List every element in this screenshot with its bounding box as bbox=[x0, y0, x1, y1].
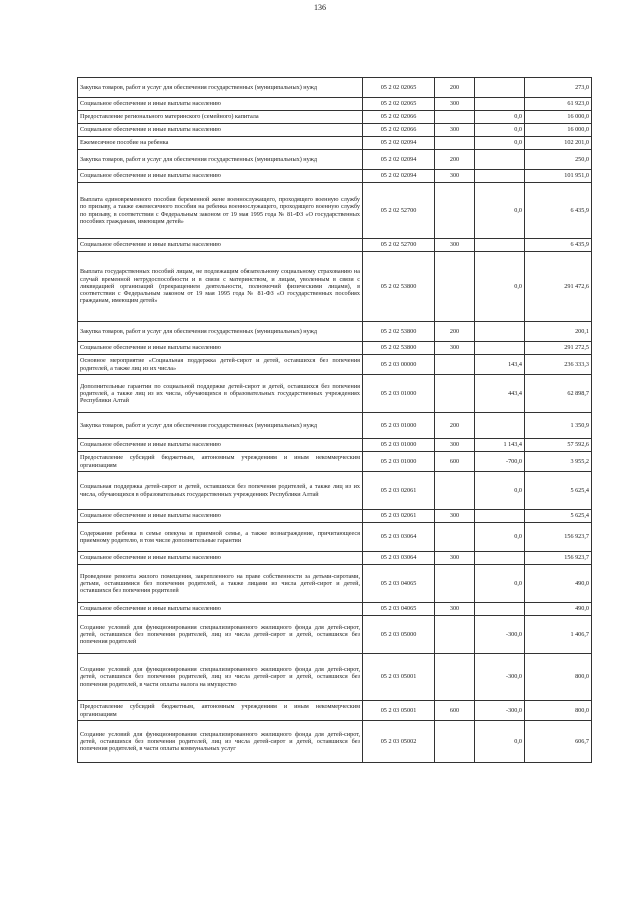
row-expense-type-cell: 300 bbox=[435, 603, 475, 616]
row-expense-type-cell: 200 bbox=[435, 78, 475, 98]
table-row bbox=[78, 616, 592, 654]
budget-table-body bbox=[78, 78, 592, 763]
row-expense-type-cell bbox=[435, 252, 475, 322]
row-expense-type-cell: 300 bbox=[435, 552, 475, 565]
table-row bbox=[78, 78, 592, 98]
row-expense-type-cell: 300 bbox=[435, 239, 475, 252]
row-change-cell: -300,0 bbox=[475, 701, 525, 721]
row-name-cell: Социальное обеспечение и иные выплаты населению bbox=[78, 552, 363, 565]
row-code-cell: 05 2 03 02061 bbox=[363, 472, 435, 510]
table-row bbox=[78, 510, 592, 523]
row-name-cell: Проведение ремонта жилого помещения, закрепленного на праве собственности за детьми-сиротами, детьми, оставшимися без попечения родителей, а также лицами из числа детей-сирот и детей, оставшихся без попечения родителей bbox=[78, 565, 363, 603]
row-code-cell: 05 2 03 04065 bbox=[363, 565, 435, 603]
row-total-cell: 1 406,7 bbox=[525, 616, 592, 654]
row-total-cell: 6 435,9 bbox=[525, 239, 592, 252]
row-name-cell: Социальное обеспечение и иные выплаты населению bbox=[78, 603, 363, 616]
row-expense-type-cell bbox=[435, 355, 475, 375]
table-row bbox=[78, 111, 592, 124]
row-name-cell: Создание условий для функционирования специализированного жилищного фонда для детей-сирот, детей, оставшихся без попечения родителей, лиц из числа детей-сирот и детей, оставшихся без попечения родителей bbox=[78, 616, 363, 654]
row-total-cell: 156 923,7 bbox=[525, 552, 592, 565]
row-code-cell: 05 2 03 05000 bbox=[363, 616, 435, 654]
page-number: 136 bbox=[314, 3, 326, 12]
row-name-cell: Предоставление регионального материнского (семейного) капитала bbox=[78, 111, 363, 124]
table-row bbox=[78, 183, 592, 239]
row-change-cell: 0,0 bbox=[475, 472, 525, 510]
row-change-cell bbox=[475, 603, 525, 616]
row-expense-type-cell bbox=[435, 565, 475, 603]
row-total-cell: 16 000,0 bbox=[525, 111, 592, 124]
table-row bbox=[78, 452, 592, 472]
row-total-cell: 606,7 bbox=[525, 721, 592, 763]
row-change-cell: 0,0 bbox=[475, 721, 525, 763]
row-code-cell: 05 2 02 53800 bbox=[363, 322, 435, 342]
row-change-cell bbox=[475, 322, 525, 342]
row-code-cell: 05 2 02 53800 bbox=[363, 252, 435, 322]
row-total-cell: 490,0 bbox=[525, 565, 592, 603]
row-name-cell: Социальное обеспечение и иные выплаты населению bbox=[78, 239, 363, 252]
row-name-cell: Закупка товаров, работ и услуг для обеспечения государственных (муниципальных) нужд bbox=[78, 150, 363, 170]
row-change-cell bbox=[475, 78, 525, 98]
row-expense-type-cell: 300 bbox=[435, 510, 475, 523]
table-row bbox=[78, 239, 592, 252]
row-change-cell: -300,0 bbox=[475, 654, 525, 701]
table-row bbox=[78, 170, 592, 183]
row-code-cell: 05 2 03 01000 bbox=[363, 375, 435, 413]
row-expense-type-cell bbox=[435, 721, 475, 763]
row-name-cell: Ежемесячное пособие на ребенка bbox=[78, 137, 363, 150]
row-total-cell: 291 272,5 bbox=[525, 342, 592, 355]
row-name-cell: Создание условий для функционирования специализированного жилищного фонда для детей-сирот, детей, оставшихся без попечения родителей, лиц из числа детей-сирот и детей, оставшихся без попечения родителей, в части оплаты налога на имущество bbox=[78, 654, 363, 701]
table-row bbox=[78, 472, 592, 510]
row-expense-type-cell: 200 bbox=[435, 322, 475, 342]
row-change-cell: 0,0 bbox=[475, 111, 525, 124]
row-expense-type-cell: 200 bbox=[435, 150, 475, 170]
row-code-cell: 05 2 03 01000 bbox=[363, 439, 435, 452]
row-expense-type-cell: 300 bbox=[435, 98, 475, 111]
row-name-cell: Социальное обеспечение и иные выплаты населению bbox=[78, 439, 363, 452]
row-name-cell: Социальное обеспечение и иные выплаты населению bbox=[78, 510, 363, 523]
row-expense-type-cell bbox=[435, 375, 475, 413]
row-change-cell: 0,0 bbox=[475, 523, 525, 552]
row-name-cell: Социальное обеспечение и иные выплаты населению bbox=[78, 98, 363, 111]
row-name-cell: Социальное обеспечение и иные выплаты населению bbox=[78, 124, 363, 137]
row-expense-type-cell: 200 bbox=[435, 413, 475, 439]
row-code-cell: 05 2 02 02066 bbox=[363, 111, 435, 124]
row-code-cell: 05 2 02 02094 bbox=[363, 150, 435, 170]
row-change-cell: 0,0 bbox=[475, 124, 525, 137]
row-code-cell: 05 2 03 02061 bbox=[363, 510, 435, 523]
row-code-cell: 05 2 02 02094 bbox=[363, 137, 435, 150]
table-row bbox=[78, 124, 592, 137]
table-row bbox=[78, 98, 592, 111]
row-change-cell: 0,0 bbox=[475, 183, 525, 239]
row-code-cell: 05 2 02 52700 bbox=[363, 239, 435, 252]
row-code-cell: 05 2 02 02094 bbox=[363, 170, 435, 183]
table-row bbox=[78, 552, 592, 565]
row-total-cell: 16 000,0 bbox=[525, 124, 592, 137]
row-code-cell: 05 2 03 04065 bbox=[363, 603, 435, 616]
row-expense-type-cell: 600 bbox=[435, 701, 475, 721]
row-total-cell: 236 333,3 bbox=[525, 355, 592, 375]
row-change-cell bbox=[475, 552, 525, 565]
row-change-cell: 0,0 bbox=[475, 137, 525, 150]
table-row bbox=[78, 375, 592, 413]
row-total-cell: 1 350,9 bbox=[525, 413, 592, 439]
row-total-cell: 5 625,4 bbox=[525, 472, 592, 510]
row-name-cell: Предоставление субсидий бюджетным, автономным учреждениям и иным некоммерческим организациям bbox=[78, 452, 363, 472]
row-code-cell: 05 2 03 05002 bbox=[363, 721, 435, 763]
row-total-cell: 101 951,0 bbox=[525, 170, 592, 183]
row-change-cell: -700,0 bbox=[475, 452, 525, 472]
row-change-cell bbox=[475, 342, 525, 355]
row-code-cell: 05 2 02 52700 bbox=[363, 183, 435, 239]
row-code-cell: 05 2 03 00000 bbox=[363, 355, 435, 375]
row-code-cell: 05 2 03 03064 bbox=[363, 552, 435, 565]
row-expense-type-cell bbox=[435, 616, 475, 654]
row-name-cell: Выплата государственных пособий лицам, не подлежащим обязательному социальному страхованию на случай временной нетрудоспособности и в связи с материнством, и лицам, уволенным в связи с ликвидацией организаций (прекращением деятельности, полномочий физическими лицами), в соответствии с Федеральным законом от 19 мая 1995 года № 81-ФЗ «О государственных пособиях гражданам, имеющим детей» bbox=[78, 252, 363, 322]
row-total-cell: 57 592,6 bbox=[525, 439, 592, 452]
row-name-cell: Дополнительные гарантии по социальной поддержке детей-сирот и детей, оставшихся без попечения родителей, а также лиц из их числа, обучающихся в образовательных государственных учреждениях Республики Алтай bbox=[78, 375, 363, 413]
row-name-cell: Социальное обеспечение и иные выплаты населению bbox=[78, 170, 363, 183]
table-row bbox=[78, 355, 592, 375]
table-row bbox=[78, 523, 592, 552]
row-name-cell: Закупка товаров, работ и услуг для обеспечения государственных (муниципальных) нужд bbox=[78, 322, 363, 342]
row-change-cell: 1 143,4 bbox=[475, 439, 525, 452]
row-expense-type-cell bbox=[435, 472, 475, 510]
row-name-cell: Содержание ребенка в семье опекуна и приемной семье, а также вознаграждение, причитающееся приемному родителю, в том числе дополнительные гарантии bbox=[78, 523, 363, 552]
row-total-cell: 490,0 bbox=[525, 603, 592, 616]
table-row bbox=[78, 342, 592, 355]
table-row bbox=[78, 701, 592, 721]
row-code-cell: 05 2 02 02066 bbox=[363, 124, 435, 137]
row-change-cell bbox=[475, 98, 525, 111]
row-total-cell: 800,0 bbox=[525, 654, 592, 701]
row-expense-type-cell bbox=[435, 111, 475, 124]
row-code-cell: 05 2 03 05001 bbox=[363, 654, 435, 701]
table-row bbox=[78, 565, 592, 603]
table-row bbox=[78, 413, 592, 439]
row-change-cell bbox=[475, 150, 525, 170]
row-expense-type-cell: 300 bbox=[435, 170, 475, 183]
row-change-cell bbox=[475, 413, 525, 439]
table-row bbox=[78, 150, 592, 170]
row-code-cell: 05 2 03 03064 bbox=[363, 523, 435, 552]
table-row bbox=[78, 137, 592, 150]
row-expense-type-cell bbox=[435, 523, 475, 552]
row-total-cell: 800,0 bbox=[525, 701, 592, 721]
row-name-cell: Социальное обеспечение и иные выплаты населению bbox=[78, 342, 363, 355]
table-row bbox=[78, 721, 592, 763]
row-change-cell: -300,0 bbox=[475, 616, 525, 654]
row-code-cell: 05 2 03 01000 bbox=[363, 413, 435, 439]
row-name-cell: Закупка товаров, работ и услуг для обеспечения государственных (муниципальных) нужд bbox=[78, 78, 363, 98]
row-total-cell: 5 625,4 bbox=[525, 510, 592, 523]
row-code-cell: 05 2 02 02065 bbox=[363, 78, 435, 98]
table-row bbox=[78, 603, 592, 616]
row-total-cell: 250,0 bbox=[525, 150, 592, 170]
row-name-cell: Создание условий для функционирования специализированного жилищного фонда для детей-сирот, детей, оставшихся без попечения родителей, лиц из числа детей-сирот и детей, оставшихся без попечения родителей, в части оплаты коммунальных услуг bbox=[78, 721, 363, 763]
row-name-cell: Предоставление субсидий бюджетным, автономным учреждениям и иным некоммерческим организациям bbox=[78, 701, 363, 721]
row-code-cell: 05 2 03 01000 bbox=[363, 452, 435, 472]
row-expense-type-cell bbox=[435, 183, 475, 239]
row-total-cell: 6 435,9 bbox=[525, 183, 592, 239]
table-row bbox=[78, 252, 592, 322]
row-change-cell: 443,4 bbox=[475, 375, 525, 413]
row-total-cell: 273,0 bbox=[525, 78, 592, 98]
row-change-cell: 143,4 bbox=[475, 355, 525, 375]
row-code-cell: 05 2 02 53800 bbox=[363, 342, 435, 355]
row-expense-type-cell: 300 bbox=[435, 342, 475, 355]
row-code-cell: 05 2 02 02065 bbox=[363, 98, 435, 111]
row-name-cell: Социальная поддержка детей-сирот и детей, оставшихся без попечения родителей, а также лиц из их числа, обучающихся в образовательных государственных учреждениях Республики Алтай bbox=[78, 472, 363, 510]
row-total-cell: 62 898,7 bbox=[525, 375, 592, 413]
row-total-cell: 3 955,2 bbox=[525, 452, 592, 472]
row-code-cell: 05 2 03 05001 bbox=[363, 701, 435, 721]
row-expense-type-cell: 300 bbox=[435, 439, 475, 452]
row-total-cell: 102 201,0 bbox=[525, 137, 592, 150]
row-expense-type-cell: 600 bbox=[435, 452, 475, 472]
row-change-cell bbox=[475, 239, 525, 252]
row-expense-type-cell bbox=[435, 137, 475, 150]
row-total-cell: 156 923,7 bbox=[525, 523, 592, 552]
row-change-cell: 0,0 bbox=[475, 252, 525, 322]
row-name-cell: Выплата единовременного пособия беременной жене военнослужащего, проходящего военную службу по призыву, а также ежемесячного пособия на ребенка военнослужащего, проходящего военную службу по призыву, в соответствии с Федеральным законом от 19 мая 1995 года № 81-ФЗ «О государственных пособиях гражданам, имеющим детей» bbox=[78, 183, 363, 239]
row-change-cell bbox=[475, 510, 525, 523]
table-row bbox=[78, 654, 592, 701]
budget-table bbox=[77, 77, 592, 763]
row-total-cell: 291 472,6 bbox=[525, 252, 592, 322]
row-expense-type-cell: 300 bbox=[435, 124, 475, 137]
row-total-cell: 61 923,0 bbox=[525, 98, 592, 111]
row-change-cell bbox=[475, 170, 525, 183]
row-name-cell: Основное мероприятие «Социальная поддержка детей-сирот и детей, оставшихся без попечения родителей, а также лиц из их числа» bbox=[78, 355, 363, 375]
table-row bbox=[78, 322, 592, 342]
row-expense-type-cell bbox=[435, 654, 475, 701]
row-change-cell: 0,0 bbox=[475, 565, 525, 603]
row-total-cell: 200,1 bbox=[525, 322, 592, 342]
table-row bbox=[78, 439, 592, 452]
row-name-cell: Закупка товаров, работ и услуг для обеспечения государственных (муниципальных) нужд bbox=[78, 413, 363, 439]
